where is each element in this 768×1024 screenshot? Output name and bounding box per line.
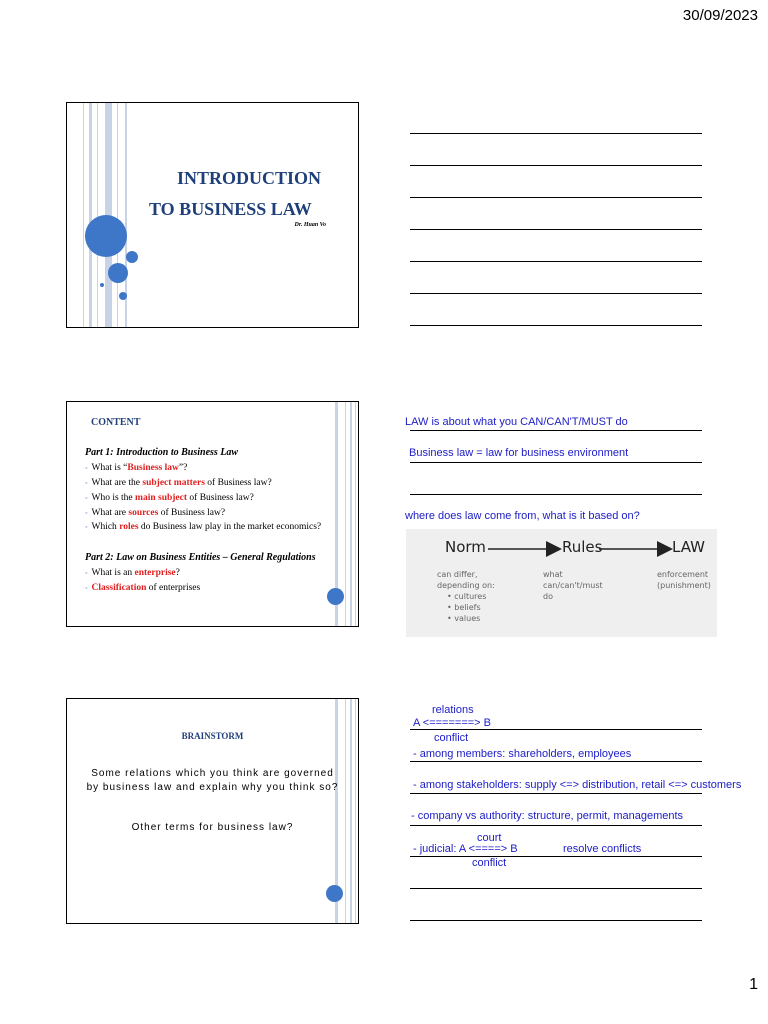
note-line	[410, 825, 702, 826]
handwritten-note: resolve conflicts	[563, 843, 642, 855]
list-item: ◦ What is an enterprise?	[85, 568, 180, 578]
note-line	[410, 165, 702, 166]
slide-heading: CONTENT	[91, 417, 141, 428]
list-item: ◦ Who is the main subject of Business law?	[85, 493, 254, 503]
norm-rules-law-diagram	[406, 529, 717, 637]
note-line	[410, 261, 702, 262]
handwritten-note: court	[477, 832, 502, 844]
list-item: ◦ Classification of enterprises	[85, 583, 201, 593]
note-line	[410, 430, 702, 431]
handwritten-note: A <=======> B	[413, 717, 491, 729]
note-line	[410, 133, 702, 134]
note-line	[410, 793, 702, 794]
handwritten-note: conflict	[434, 732, 469, 744]
slide-content	[66, 401, 359, 627]
list-item: ◦ What is “Business law”?	[85, 463, 188, 473]
diagram-law-desc: enforcement (punishment)	[657, 570, 711, 590]
decor-circle-medium	[108, 263, 128, 283]
note-line	[410, 494, 702, 495]
page-date: 30/09/2023	[682, 7, 758, 24]
diagram-norm-desc: can differ, depending on: • cultures • beliefs • values	[437, 570, 495, 623]
note-line	[410, 729, 702, 730]
handwritten-note: conflict	[472, 857, 507, 869]
diagram-rules-desc: what can/can't/must do	[543, 570, 603, 601]
note-line	[410, 462, 702, 463]
handwritten-note: Business law = law for business environment	[409, 447, 629, 459]
handwritten-note: - among stakeholders: supply <=> distribution, retail <=> customers	[413, 779, 742, 791]
handwritten-note: - among members: shareholders, employees	[413, 748, 632, 760]
note-line	[410, 856, 702, 857]
decor-circle-small	[119, 292, 127, 300]
part-heading: Part 2: Law on Business Entities – General Regulations	[85, 552, 316, 563]
list-item: ◦ What are sources of Business law?	[85, 508, 226, 518]
handwritten-note: relations	[432, 704, 474, 716]
note-line	[410, 293, 702, 294]
note-line	[410, 888, 702, 889]
slide-question: Some relations which you think are governed by business law and explain why you think so?	[86, 768, 339, 793]
arrow-icon	[599, 539, 675, 559]
note-line	[410, 197, 702, 198]
decor-circle	[327, 588, 344, 605]
slide-author: Dr. Huan Vo	[294, 222, 326, 228]
slide-heading: BRAINSTORM	[181, 731, 244, 741]
handwritten-note: - company vs authority: structure, permit, managements	[411, 810, 684, 822]
note-line	[410, 325, 702, 326]
note-line	[410, 761, 702, 762]
diagram-law: LAW	[672, 538, 705, 556]
decor-circle-large	[85, 215, 127, 257]
diagram-norm: Norm	[445, 538, 486, 556]
handwritten-note: where does law come from, what is it based on?	[405, 510, 640, 522]
decor-circle	[326, 885, 343, 902]
part-heading: Part 1: Introduction to Business Law	[85, 447, 239, 458]
decor-circle-tiny	[100, 283, 104, 287]
handwritten-note: LAW is about what you CAN/CAN'T/MUST do	[405, 416, 628, 428]
slide-title-text: INTRODUCTION TO BUSINESS LAW	[149, 168, 322, 219]
page-number: 1	[749, 976, 758, 993]
diagram-rules: Rules	[562, 538, 603, 556]
decor-circle-small	[126, 251, 138, 263]
note-line	[410, 229, 702, 230]
note-line	[410, 920, 702, 921]
slide-brainstorm	[66, 698, 359, 924]
arrow-icon	[488, 539, 564, 559]
handwritten-note: - judicial: A <====> B	[413, 843, 518, 855]
list-item: ◦ What are the subject matters of Business law?	[85, 478, 272, 488]
slide-title	[66, 102, 359, 328]
slide-question: Other terms for business law?	[131, 822, 294, 833]
list-item: ◦ Which roles do Business law play in the market economics?	[85, 522, 322, 532]
